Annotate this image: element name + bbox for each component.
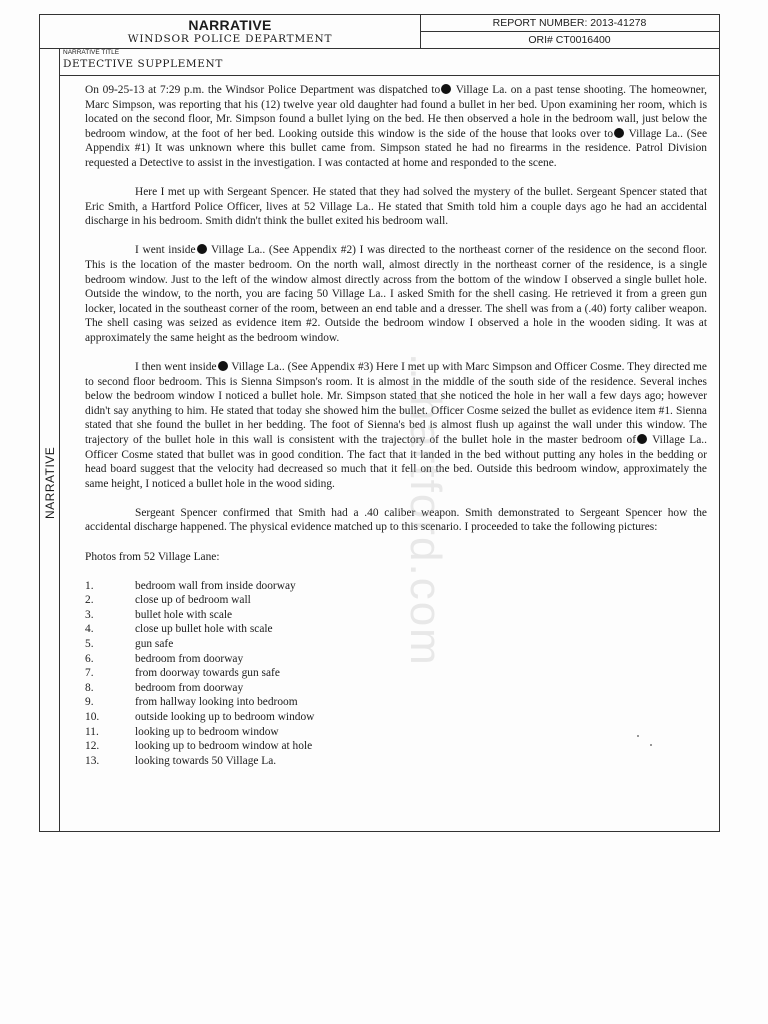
photo-description: gun safe <box>135 638 174 650</box>
photo-description: bedroom from doorway <box>135 652 244 665</box>
header-number-block <box>420 15 719 48</box>
paragraph-text: Village La.. (See Appendix #2) I was directed to the northeast corner of the residence on the second floor. This is the location of the master bedroom. On the north wall, almost directly in the northeast corner of the residence, is a single bedroom window. Just to the left of the window almost directly across from the bottom of the window I observed a single bullet hole. Outside the window, to the north, you are facing 50 Village La.. I asked Smith for the shell casing. He retrieved it from a green gun locker, located in the southeast corner of the room, between an end table and a dresser. The shell was from a (.40) forty caliber weapon. The shell casing was seized as evidence item #2. Outside the bedroom window I observed a hole in the wooden siding. It was at approximately the same height as the bedroom window. <box>85 244 707 344</box>
photo-list-item <box>85 666 707 681</box>
photo-number: 10. <box>85 710 100 723</box>
scan-speck <box>637 735 639 737</box>
form-header <box>40 15 719 49</box>
redaction-mark <box>218 361 228 371</box>
photo-description: looking up to bedroom window <box>135 725 279 738</box>
report-form <box>39 14 720 832</box>
photo-number: 3. <box>85 608 94 621</box>
photo-description: bedroom wall from inside doorway <box>135 579 296 592</box>
narrative-body <box>59 75 719 831</box>
photo-list-item <box>85 681 707 696</box>
photo-number: 8. <box>85 681 94 694</box>
paragraph-text: I went inside <box>135 244 196 257</box>
paragraph-text: Village La.. (See Appendix #3) Here I met up with Marc Simpson and Officer Cosme. They directed me to second floor bedroom. This is Sienna Simpson's room. It is almost in the middle of the south side of the residence. Several inches below the bedroom window I noticed a bullet hole. Mr. Simpson stated that she noticed the hole in her wall a few days ago; however didn't say anything to him. He stated that today she showed him the bullet. Officer Cosme seized the bullet as evidence item #1. Sienna stated that she found the bullet in her bedding. The foot of Sienna's bed is almost flush up against the wall under this window. The trajectory of the bullet hole in this wall is consistent with the trajectory of the bullet hole in the master bedroom of <box>85 361 707 446</box>
photo-list <box>85 579 707 769</box>
photo-description: outside looking up to bedroom window <box>135 710 315 723</box>
photo-description: from hallway looking into bedroom <box>135 696 298 709</box>
photo-list-item <box>85 652 707 667</box>
form-title: NARRATIVE <box>188 17 272 33</box>
department-name: WINDSOR POLICE DEPARTMENT <box>127 33 333 45</box>
watermark-text: ...hartford.com <box>401 353 450 667</box>
photo-number: 6. <box>85 652 94 665</box>
paragraph-text: Village La.. (See Appendix #1) It was unknown where this bullet came from. Simpson stated he had no firearms in the residence. Patrol Division requested a Detective to assist in the investigation. I was contacted at home and responded to the scene. <box>85 127 707 169</box>
photo-list-item <box>85 695 707 710</box>
photo-list-item <box>85 608 707 623</box>
photo-number: 9. <box>85 696 94 709</box>
paragraph-text: Sergeant Spencer confirmed that Smith had a .40 caliber weapon. Smith demonstrated to Sergeant Spencer how the accidental discharge happened. The physical evidence matched up to this scenario. I proceeded to take the following pictures: <box>85 506 707 534</box>
photo-list-item <box>85 725 707 740</box>
photo-number: 12. <box>85 740 100 753</box>
photo-number: 1. <box>85 579 94 592</box>
photo-list-item <box>85 622 707 637</box>
photo-description: bullet hole with scale <box>135 608 233 621</box>
photo-list-item <box>85 637 707 652</box>
ori-number: ORI# CT0016400 <box>528 34 611 46</box>
paragraph-text: Village La.. Officer Cosme stated that bullet was in good condition. The fact that it landed in the bed without putting any holes in the bedding or head board suggest that the velocity had decreased so much that it fell on the bed. Outside this bedroom window, approximately the same height, I noticed a bullet hole in the wood siding. <box>85 433 707 490</box>
photo-description: close up bullet hole with scale <box>135 623 273 636</box>
photo-number: 5. <box>85 638 94 650</box>
scan-speck <box>650 744 652 746</box>
paragraph-text: I then went inside <box>135 361 217 373</box>
paragraph-sienna-room <box>85 360 707 491</box>
paragraph-text: Village La. on a past tense shooting. The homeowner, Marc Simpson, was reporting that his (12) twelve year old daughter had found a bullet in her bed. Upon examining her room, which is located on the second floor, Mr. Simpson found a bullet lying on the bed. He then observed a hole in the bedroom wall, just below the bedroom window, at the foot of her bed. Looking outside this window is the side of the house that looks over to <box>85 84 707 140</box>
photo-list-item <box>85 739 707 754</box>
photo-list-item <box>85 593 707 608</box>
side-label-strip <box>40 48 60 831</box>
side-label: NARRATIVE <box>43 446 57 519</box>
paragraph-confirmation <box>85 506 707 535</box>
photo-list-item <box>85 710 707 725</box>
narrative-title-row <box>59 48 719 76</box>
photo-description: from doorway towards gun safe <box>135 667 280 680</box>
report-number: REPORT NUMBER: 2013-41278 <box>420 15 719 32</box>
photos-heading: Photos from 52 Village Lane: <box>85 550 220 563</box>
redaction-mark <box>614 128 624 138</box>
photo-number: 11. <box>85 725 99 738</box>
photo-number: 4. <box>85 623 94 636</box>
paragraph-text: On 09-25-13 at 7:29 p.m. the Windsor Police Department was dispatched to <box>85 84 441 96</box>
photo-number: 2. <box>85 594 94 607</box>
narrative-title-caption: NARRATIVE TITLE <box>63 49 120 56</box>
photo-description: looking up to bedroom window at hole <box>135 740 313 753</box>
photo-number: 7. <box>85 667 94 680</box>
paragraph-dispatch <box>85 83 707 171</box>
photo-list-item <box>85 754 707 769</box>
narrative-title-value: DETECTIVE SUPPLEMENT <box>63 58 223 70</box>
redaction-mark <box>637 434 647 444</box>
photo-description: looking towards 50 Village La. <box>135 754 277 767</box>
redaction-mark <box>197 244 207 254</box>
photo-list-item <box>85 579 707 594</box>
paragraph-sergeant <box>85 185 707 229</box>
redaction-mark <box>441 84 451 94</box>
paragraph-master-bedroom <box>85 243 707 345</box>
photo-description: close up of bedroom wall <box>135 594 251 607</box>
photo-description: bedroom from doorway <box>135 681 244 694</box>
photo-number: 13. <box>85 754 100 767</box>
paragraph-text: Here I met up with Sergeant Spencer. He stated that they had solved the mystery of the bullet. Sergeant Spencer stated that Eric Smith, a Hartford Police Officer, lives at 52 Village La.. He stated that Smith told him a couple days ago he had an accidental discharge in his bedroom. Smith didn't think the bullet exited his bedroom wall. <box>85 186 707 228</box>
header-title-block <box>40 15 421 48</box>
